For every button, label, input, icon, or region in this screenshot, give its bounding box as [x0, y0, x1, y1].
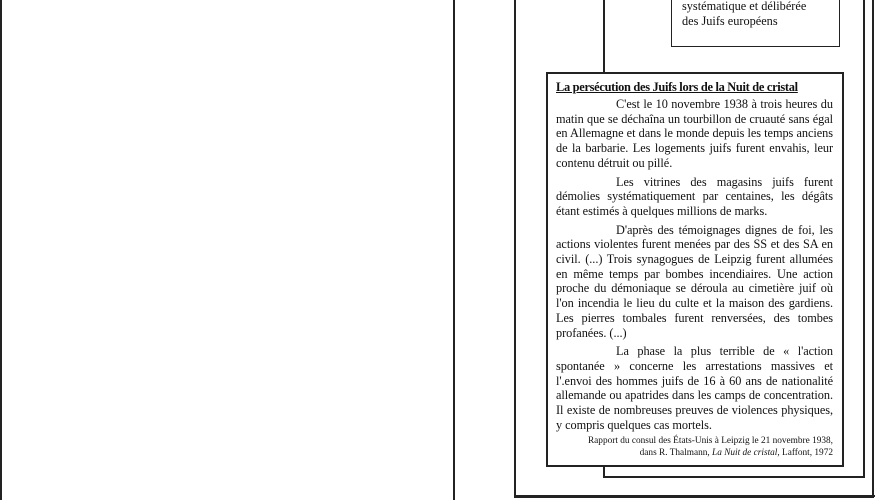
top-box-line-2: des Juifs européens	[682, 14, 778, 28]
top-box-line-1: systématique et délibérée	[682, 0, 807, 13]
source-prefix: dans R. Thalmann,	[639, 447, 713, 458]
document-paragraph-4: La phase la plus terrible de « l'action spontanée » concerne les arrestations massives et l'.envoi des hommes juifs de 16 à 60 ans de nationalité allemande ou apatrides dans les camps de concentration. Il existe de nombreuses preuves de violences physiques, y compris quelques cas mortels.	[556, 344, 833, 432]
top-text-box	[671, 0, 840, 47]
frame-bottom-line	[514, 495, 875, 497]
document-source	[556, 436, 833, 459]
document-title: La persécution des Juifs lors de la Nuit de cristal	[556, 80, 798, 94]
source-line-1: Rapport du consul des États-Unis à Leipzig le 21 novembre 1938,	[587, 436, 833, 447]
source-suffix: , Laffont, 1972	[777, 447, 833, 458]
document-paragraph-1: C'est le 10 novembre 1938 à trois heures du matin que se déchaîna un tourbillon de cruauté sans égal en Allemagne et dans le monde depuis les temps anciens de la barbarie. Les logements juifs furent envahis, leur contenu détruit ou pillé.	[556, 97, 833, 170]
document-paragraph-2: Les vitrines des magasins juifs furent démolies systématiquement par centaines, les dégâts étant estimés à quelques millions de marks.	[556, 174, 833, 218]
inner-frame-bottom-line	[603, 476, 865, 478]
inner-frame-right-line	[863, 0, 865, 478]
document-paragraph-3: D'après des témoignages dignes de foi, les actions violentes furent menées par des SS et des SA en civil. (...) Trois synagogues de Leipzig furent allumées en même temps par bombes incendiaires. Une action proche du démoniaque se déroula au cimetière juif où l'on incendia le lieu du culte et la maison des gardiens. Les pierres tombales furent renversées, des tombes profanées. (...)	[556, 222, 833, 340]
source-book-title: La Nuit de cristal	[712, 447, 778, 458]
document-box	[546, 72, 844, 467]
